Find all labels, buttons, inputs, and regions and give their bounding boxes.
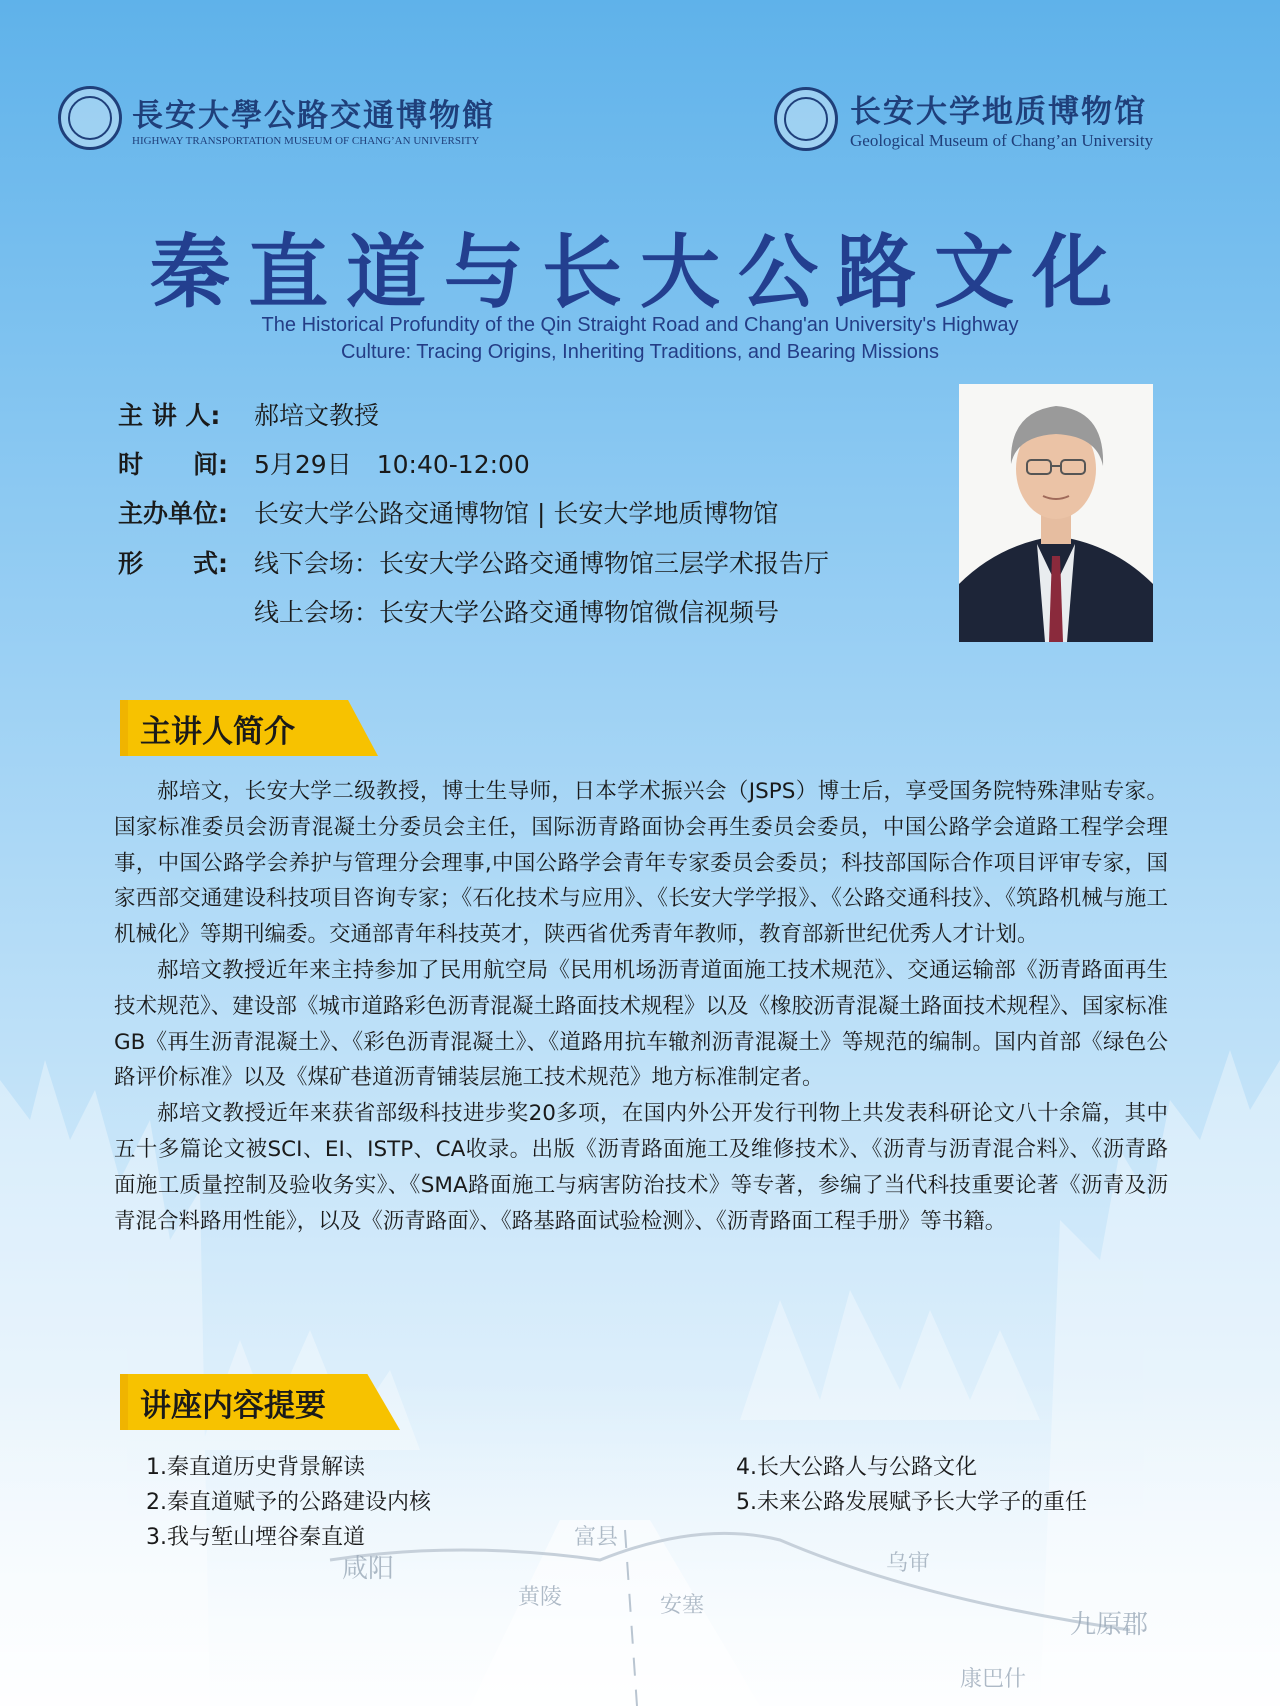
time-row [118,449,530,481]
format-label: 形 式: [118,549,228,578]
speaker-bio [114,774,1168,1239]
map-place-label: 九原郡 [1070,1610,1149,1640]
time-label: 时 间: [118,450,228,479]
map-place-label: 康巴什 [960,1667,1027,1692]
highway-museum-logo [58,86,495,150]
format-row [118,548,829,580]
lecture-outline-right [736,1450,1087,1520]
speaker-photo [959,384,1153,642]
geological-museum-logo [774,86,1153,151]
subtitle-line: The Historical Profundity of the Qin Straight Road and Chang'an University's Highway [261,314,1019,336]
lecture-outline-left [146,1450,431,1555]
geological-museum-name: 长安大学地质博物馆 [850,94,1147,130]
geological-museum-name-en: Geological Museum of Chang’an University [850,131,1154,150]
online-row [118,597,779,629]
speaker-label: 主 讲 人: [118,401,221,430]
outline-item: 1.秦直道历史背景解读 [146,1455,365,1480]
lecture-outline-heading-text: 讲座内容提要 [140,1387,326,1424]
online-venue: 线上会场：长安大学公路交通博物馆微信视频号 [254,598,780,627]
offline-venue: 线下会场：长安大学公路交通博物馆三层学术报告厅 [254,549,830,578]
geological-museum-seal-icon [774,87,838,151]
speaker-bio-heading-text: 主讲人简介 [140,713,295,750]
highway-museum-seal-icon [58,86,122,150]
highway-museum-name-en: HIGHWAY TRANSPORTATION MUSEUM OF CHANG’AN UNIVERSITY [132,134,480,147]
speaker-row [118,400,379,432]
page-subtitle [140,312,1140,366]
map-place-label: 咸阳 [342,1554,395,1584]
bio-paragraph: 郝培文，长安大学二级教授，博士生导师，日本学术振兴会（JSPS）博士后，享受国务院特殊津贴专家。国家标准委员会沥青混凝土分委员会主任，国际沥青路面协会再生委员会委员，中国公路学会道路工程学会理事，中国公路学会养护与管理分会理事,中国公路学会青年专家委员会委员；科技部国际合作项目评审专家，国家西部交通建设科技项目咨询专家；《石化技术与应用》、《长安大学学报》、《公路交通科技》、《筑路机械与施工机械化》等期刊编委。交通部青年科技英才，陕西省优秀青年教师，教育部新世纪优秀人才计划。 [114,779,1168,948]
bio-paragraph: 郝培文教授近年来主持参加了民用航空局《民用机场沥青道面施工技术规范》、交通运输部《沥青路面再生技术规范》、建设部《城市道路彩色沥青混凝土路面技术规程》以及《橡胶沥青混凝土路面技术规程》、国家标准GB《再生沥青混凝土》、《彩色沥青混凝土》、《道路用抗车辙剂沥青混凝土》等规范的编制。国内首部《绿色公路评价标准》以及《煤矿巷道沥青铺装层施工技术规范》地方标准制定者。 [114,957,1168,1091]
host-row [118,498,778,530]
lecture-outline-heading [120,1374,326,1430]
outline-item: 3.我与堑山堙谷秦直道 [146,1525,365,1550]
outline-item: 4.长大公路人与公路文化 [736,1455,977,1480]
host-value: 长安大学公路交通博物馆 | 长安大学地质博物馆 [254,499,779,528]
host-label: 主办单位: [118,499,228,528]
outline-item: 2.秦直道赋予的公路建设内核 [146,1490,431,1515]
map-place-label: 安塞 [660,1593,705,1618]
speaker-bio-heading [120,700,295,756]
map-place-label: 乌审 [886,1551,931,1576]
map-place-label: 富县 [574,1525,619,1550]
map-place-label: 黄陵 [518,1585,563,1610]
highway-museum-name: 長安大學公路交通博物館 [132,97,495,134]
bio-paragraph: 郝培文教授近年来获省部级科技进步奖20多项，在国内外公开发行刊物上共发表科研论文八十余篇，其中五十多篇论文被SCI、EI、ISTP、CA收录。出版《沥青路面施工及维修技术》、《沥青与沥青混合料》、《沥青路面施工质量控制及验收务实》、《SMA路面施工与病害防治技术》等专著，参编了当代科技重要论著《沥青及沥青混合料路用性能》，以及《沥青路面》、《路基路面试验检测》、《沥青路面工程手册》等书籍。 [114,1101,1168,1234]
speaker-value: 郝培文教授 [254,401,380,430]
page-title: 秦直道与长大公路文化 [150,226,1130,319]
subtitle-line: Culture: Tracing Origins, Inheriting Traditions, and Bearing Missions [340,341,940,363]
time-value: 5月29日 10:40-12:00 [254,450,530,479]
outline-item: 5.未来公路发展赋予长大学子的重任 [736,1490,1087,1515]
